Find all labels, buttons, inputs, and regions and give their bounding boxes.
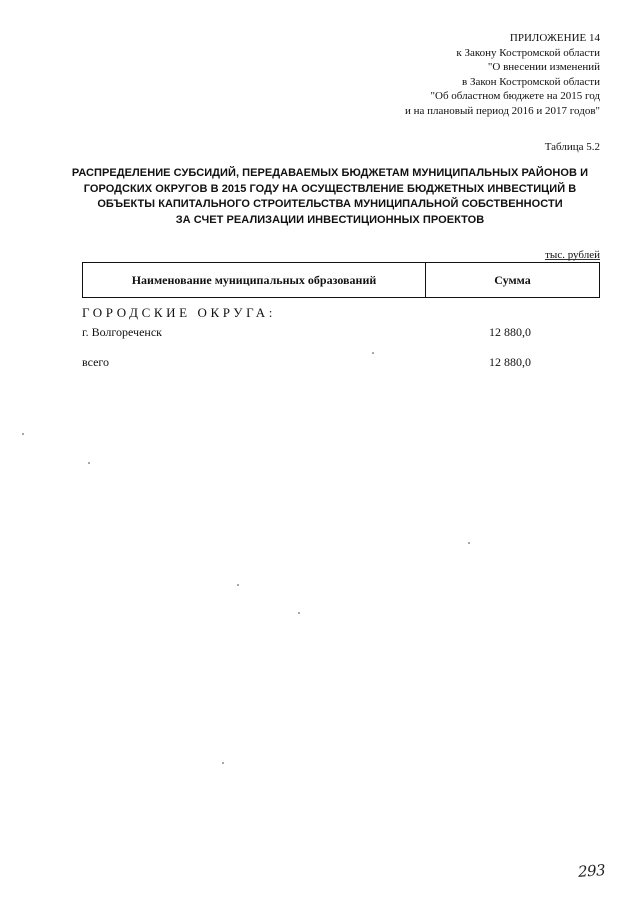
table-row-name: г. Волгореченск — [82, 325, 162, 339]
section-heading: ГОРОДСКИЕ ОКРУГА: — [82, 305, 276, 320]
scan-speck — [222, 762, 224, 764]
table-row-name: всего — [82, 355, 110, 369]
annex-line: "Об областном бюджете на 2015 год — [430, 90, 600, 103]
scan-speck — [22, 433, 24, 435]
column-header-sum: Сумма — [494, 272, 531, 287]
scan-speck — [298, 612, 300, 614]
units-label: тыс. рублей — [545, 249, 600, 261]
scan-speck — [468, 542, 470, 544]
table-row-amount: 12 880,0 — [489, 325, 531, 339]
handwritten-page-number: 293 — [577, 861, 606, 881]
scan-speck — [237, 584, 239, 586]
table-number: Таблица 5.2 — [544, 141, 600, 153]
table-row-amount: 12 880,0 — [489, 355, 531, 369]
scan-speck — [372, 352, 374, 354]
scan-speck — [88, 462, 90, 464]
title-line: ЗА СЧЕТ РЕАЛИЗАЦИИ ИНВЕСТИЦИОННЫХ ПРОЕКТОВ — [175, 213, 485, 226]
title-line: РАСПРЕДЕЛЕНИЕ СУБСИДИЙ, ПЕРЕДАВАЕМЫХ БЮДЖЕТАМ МУНИЦИПАЛЬНЫХ РАЙОНОВ И — [71, 167, 589, 179]
column-header-name: Наименование муниципальных образований — [83, 263, 426, 297]
document-title — [70, 166, 590, 228]
annex-line: ПРИЛОЖЕНИЕ 14 — [509, 32, 600, 44]
title-line: ОБЪЕКТЫ КАПИТАЛЬНОГО СТРОИТЕЛЬСТВА МУНИЦИПАЛЬНОЙ СОБСТВЕННОСТИ — [97, 198, 563, 210]
title-line: ГОРОДСКИХ ОКРУГОВ В 2015 ГОДУ НА ОСУЩЕСТВЛЕНИЕ БЮДЖЕТНЫХ ИНВЕСТИЦИЙ В — [83, 182, 577, 195]
annex-line: к Закону Костромской области — [456, 46, 600, 59]
annex-line: в Закон Костромской области — [462, 75, 600, 88]
annex-line: и на плановый период 2016 и 2017 годов" — [404, 104, 600, 117]
annex-line: "О внесении изменений — [487, 61, 600, 74]
annex-header — [405, 31, 600, 119]
table-header — [82, 262, 600, 298]
